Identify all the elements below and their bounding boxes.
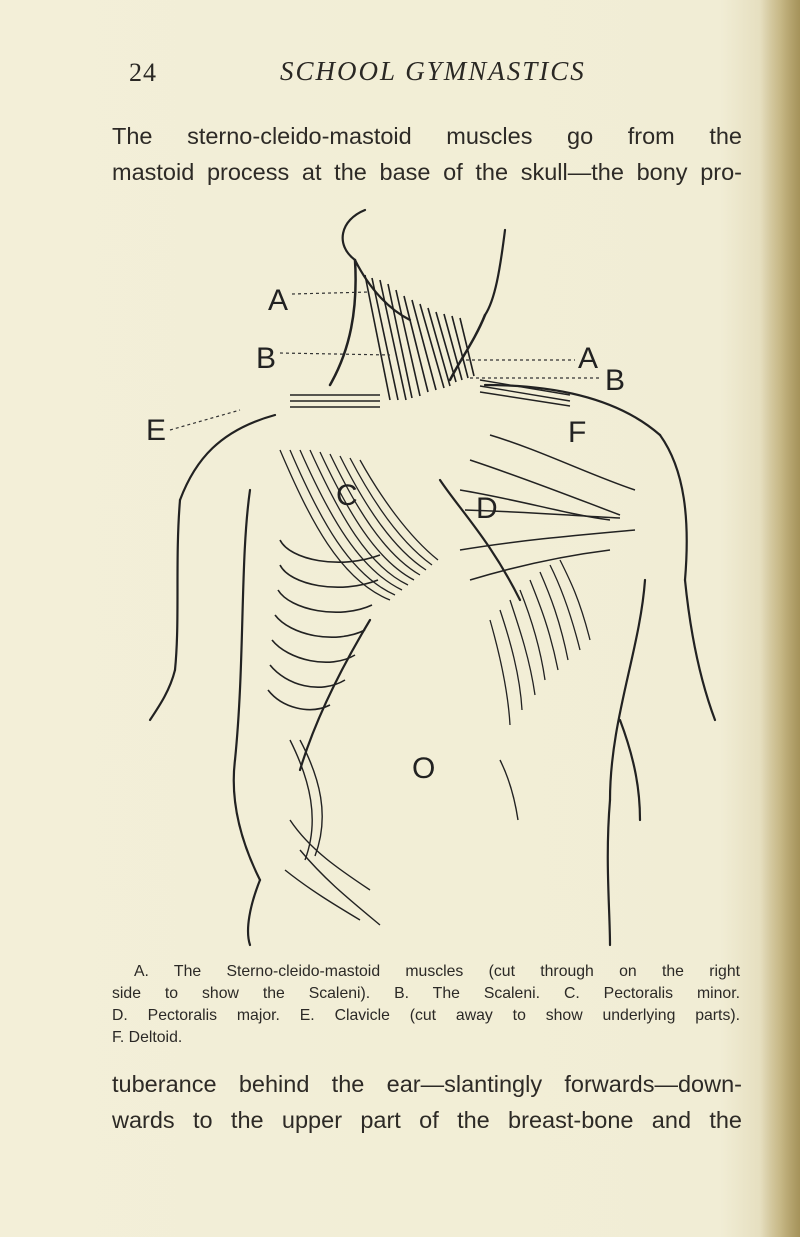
label-b-right: B <box>605 364 626 397</box>
label-c: C <box>336 479 358 512</box>
label-f: F <box>568 416 587 449</box>
text-line: tuberance behind the ear—slantingly forwards—down- <box>112 1071 742 1097</box>
label-b-left: B <box>256 342 277 375</box>
caption-line: F. Deltoid. <box>112 1029 183 1046</box>
caption-line: side to show the Scaleni). B. The Scaleni. C. Pectoralis minor. <box>112 985 740 1002</box>
label-a-left: A <box>268 284 289 317</box>
paragraph-bottom <box>112 1066 742 1138</box>
caption-line: D. Pectoralis major. E. Clavicle (cut away to show underlying parts). <box>112 1007 740 1024</box>
text-line: The sterno-cleido-mastoid muscles go from the <box>112 123 742 149</box>
anatomical-illustration <box>140 200 740 960</box>
paragraph-top <box>112 118 742 190</box>
page-number: 24 <box>129 58 157 87</box>
figure-caption <box>112 961 740 1049</box>
running-head: SCHOOL GYMNASTICS <box>280 56 586 86</box>
text-line: wards to the upper part of the breast-bone and the <box>112 1107 742 1133</box>
label-d: D <box>476 492 498 525</box>
label-a-right: A <box>578 342 599 375</box>
text-line: mastoid process at the base of the skull—the bony pro- <box>112 159 742 185</box>
label-o: O <box>412 752 436 785</box>
page-edge-stain <box>760 0 800 1237</box>
caption-line: A. The Sterno-cleido-mastoid muscles (cut through on the right <box>134 963 740 980</box>
label-e: E <box>146 414 167 447</box>
